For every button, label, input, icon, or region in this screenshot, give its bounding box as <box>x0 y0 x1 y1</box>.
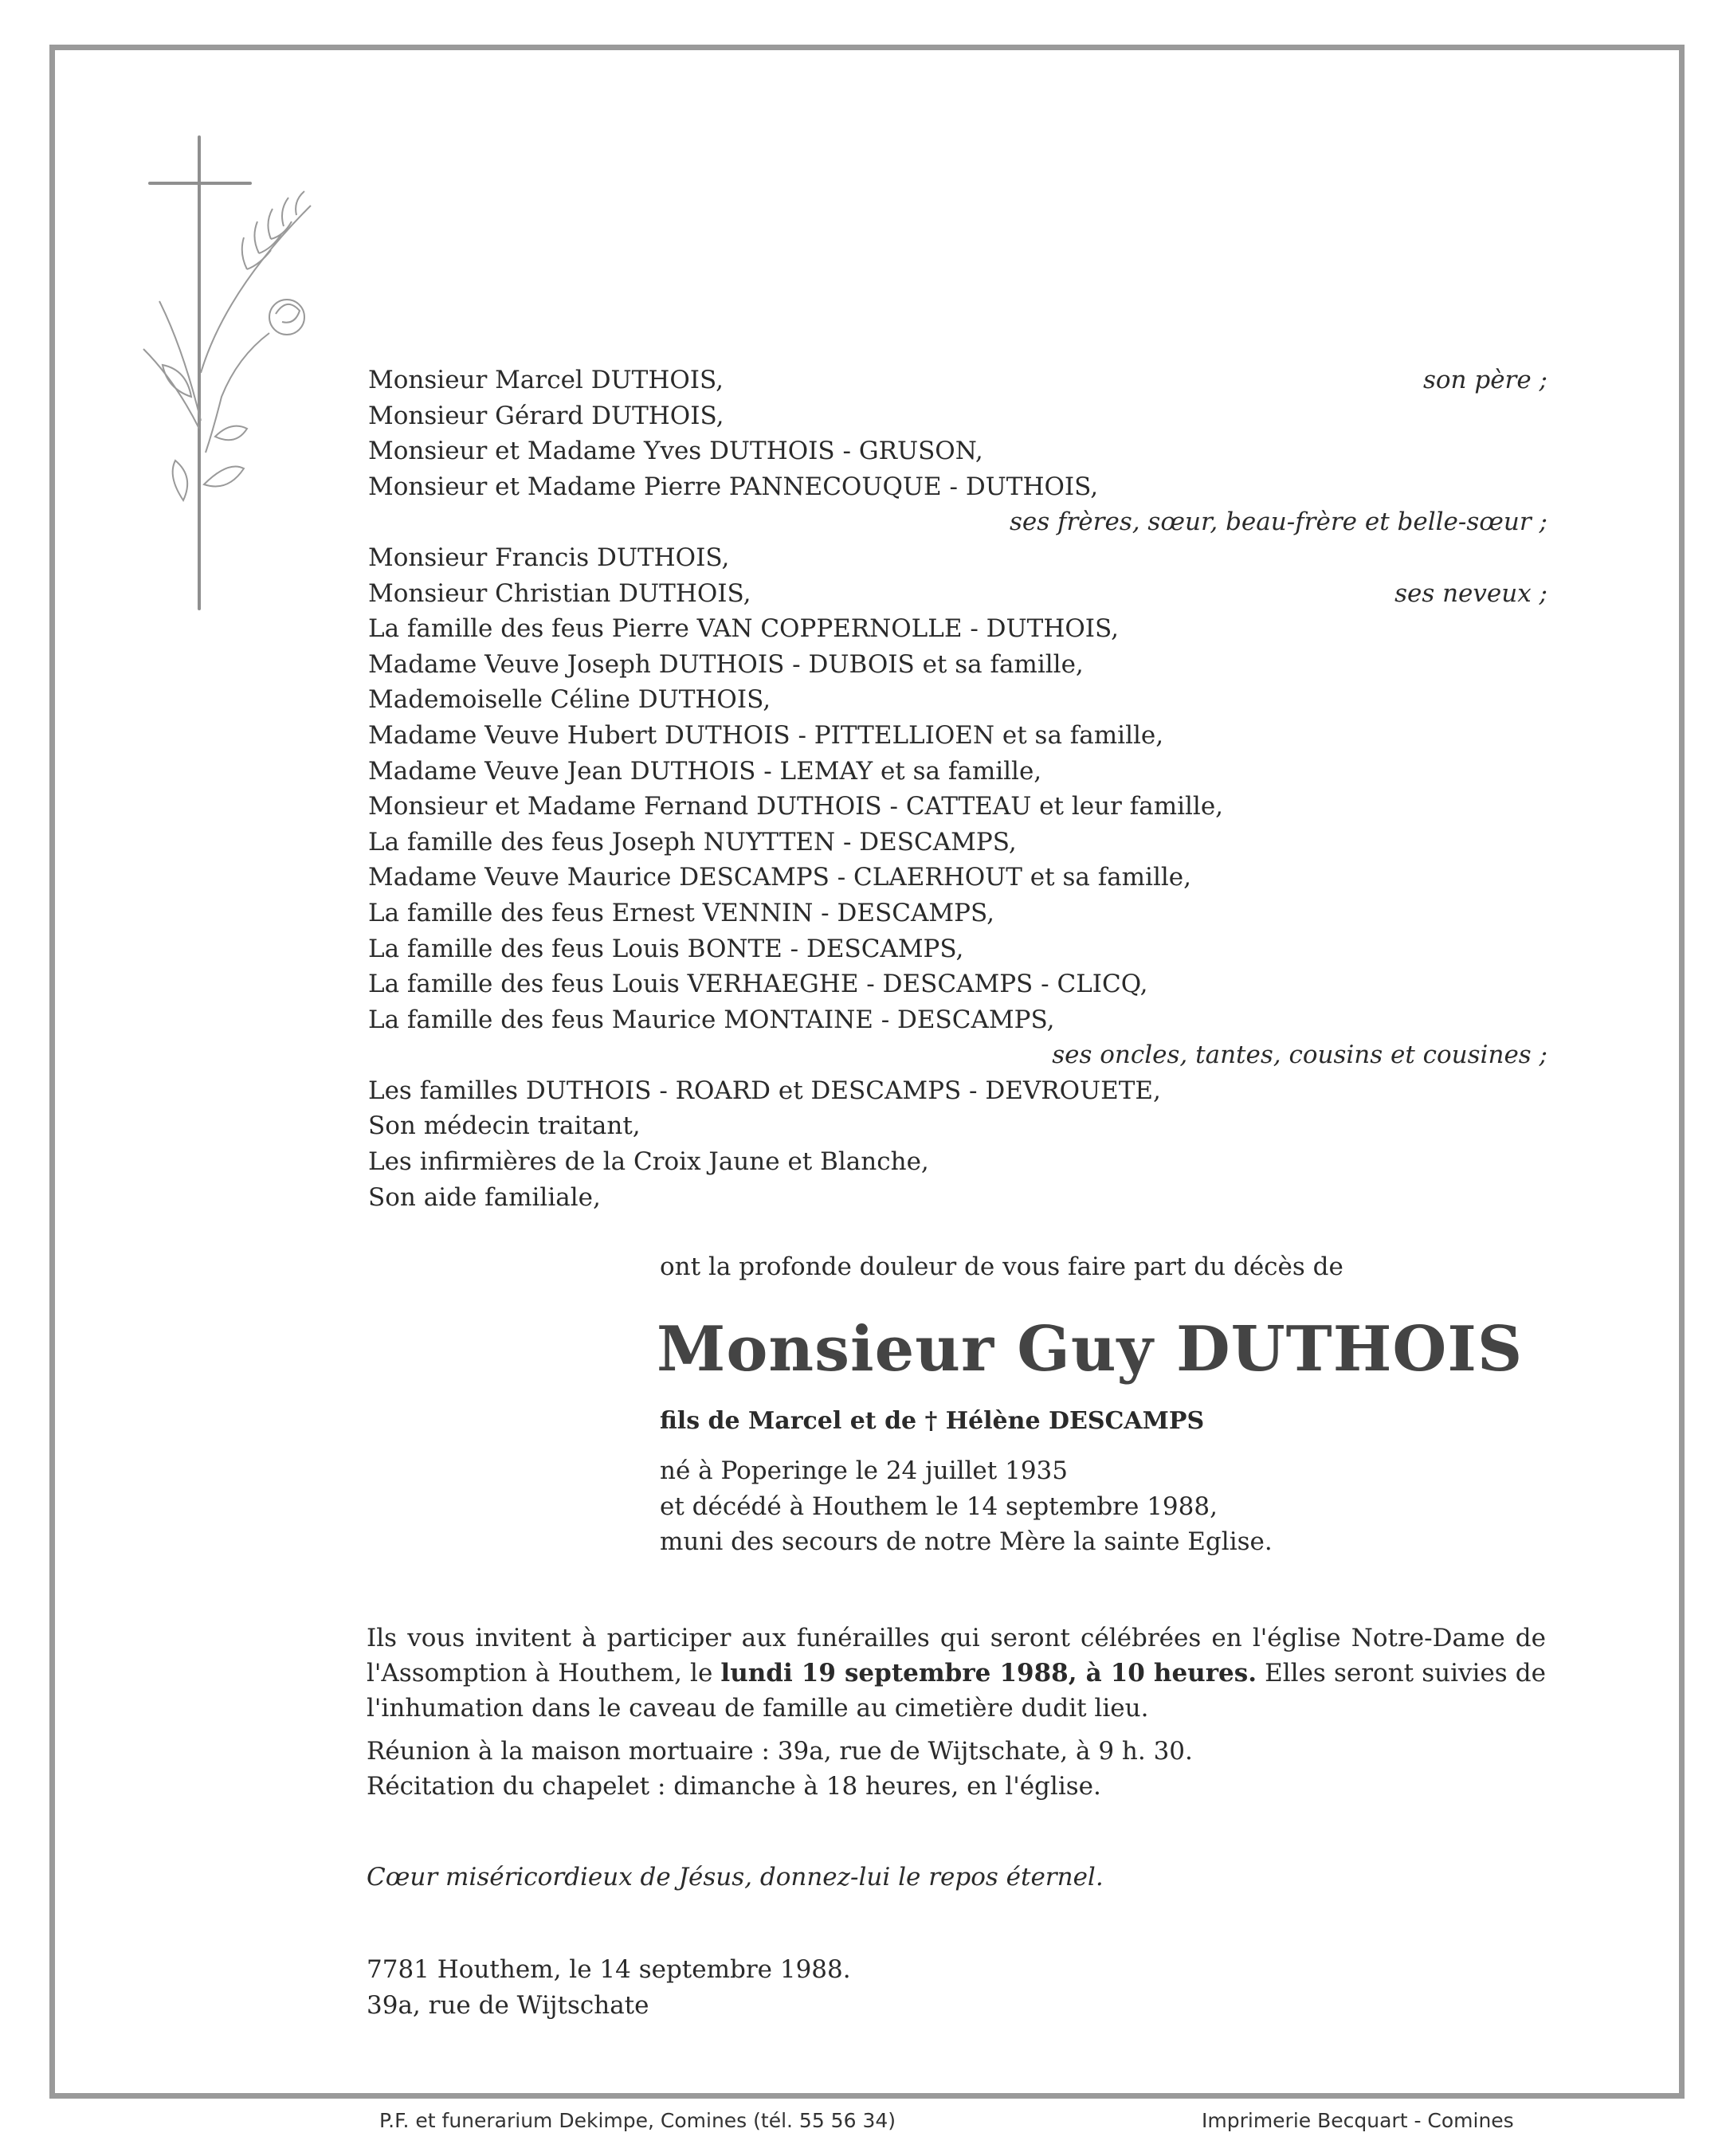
family-row: Monsieur et Madame Yves DUTHOIS - GRUSON, <box>368 437 983 466</box>
family-row: Monsieur Marcel DUTHOIS, son père ; <box>368 366 1547 394</box>
family-row: La famille des feus Pierre VAN COPPERNOLLE - DUTHOIS, <box>368 614 1120 644</box>
family-row: Son aide familiale, <box>368 1182 601 1212</box>
family-row: La famille des feus Louis VERHAEGHE - DESCAMPS - CLICQ, <box>368 970 1148 999</box>
funeral-invitation: Ils vous invitent à participer aux funérailles qui seront célébrées en l'église Notre-Dame de l'Assomption à Houthem, le lundi 19 septembre 1988, à 10 heures. Elles seront suivies de l'inhumation dans le caveau de famille au cimetière dudit lieu. <box>367 1624 1547 1723</box>
family-row: Monsieur Christian DUTHOIS, ses neveux ; <box>368 578 1547 608</box>
printer-credit: Imprimerie Becquart - Comines <box>1202 2109 1514 2132</box>
family-row: La famille des feus Ernest VENNIN - DESCAMPS, <box>368 898 994 927</box>
deceased-bio <box>660 1453 1273 1560</box>
place-date-line: 7781 Houthem, le 14 septembre 1988. <box>367 1955 851 1984</box>
relation-siblings: ses frères, sœur, beau-frère et belle-sœur ; <box>1010 508 1547 537</box>
rosary-info: Récitation du chapelet : dimanche à 18 heures, en l'église. <box>367 1772 1101 1801</box>
deceased-parents: fils de Marcel et de † Hélène DESCAMPS <box>660 1407 1205 1435</box>
relation-cousins: ses oncles, tantes, cousins et cousines ; <box>1052 1041 1547 1070</box>
family-row: La famille des feus Maurice MONTAINE - DESCAMPS, <box>368 1005 1055 1034</box>
family-row: Les familles DUTHOIS - ROARD et DESCAMPS - DEVROUETE, <box>368 1076 1161 1105</box>
family-row: Madame Veuve Jean DUTHOIS - LEMAY et sa famille, <box>368 756 1042 786</box>
funeral-details <box>367 1621 1546 1804</box>
announcement: ont la profonde douleur de vous faire part du décès de <box>660 1252 1343 1281</box>
funeral-home-credit: P.F. et funerarium Dekimpe, Comines (tél. 55 56 34) <box>379 2109 896 2132</box>
death-line: et décédé à Houthem le 14 septembre 1988, <box>660 1492 1218 1521</box>
family-row: Monsieur Francis DUTHOIS, <box>368 543 730 572</box>
prayer: Cœur miséricordieux de Jésus, donnez-lui le repos éternel. <box>367 1863 1104 1891</box>
family-row: Mademoiselle Céline DUTHOIS, <box>368 685 771 715</box>
family-row: Monsieur Gérard DUTHOIS, <box>368 401 724 430</box>
deceased-name: Monsieur Guy DUTHOIS <box>657 1313 1524 1386</box>
family-row: Monsieur et Madame Pierre PANNECOUQUE - DUTHOIS, <box>368 472 1099 501</box>
family-row: Madame Veuve Maurice DESCAMPS - CLAERHOUT et sa famille, <box>368 863 1192 892</box>
address-line: 39a, rue de Wijtschate <box>367 1990 649 2020</box>
family-list <box>368 363 1547 1215</box>
gathering-info: Réunion à la maison mortuaire : 39a, rue de Wijtschate, à 9 h. 30. <box>367 1737 1193 1766</box>
family-row: La famille des feus Joseph NUYTTEN - DESCAMPS, <box>368 827 1017 857</box>
sacraments-line: muni des secours de notre Mère la sainte Eglise. <box>660 1527 1273 1557</box>
family-row: Monsieur et Madame Fernand DUTHOIS - CATTEAU et leur famille, <box>368 792 1224 821</box>
family-row: La famille des feus Louis BONTE - DESCAMPS, <box>368 934 964 963</box>
funeral-date: lundi 19 septembre 1988, à 10 heures. <box>720 1659 1257 1688</box>
cross-wheat-rose-icon <box>127 134 335 612</box>
family-row: Madame Veuve Hubert DUTHOIS - PITTELLIOEN et sa famille, <box>368 720 1164 750</box>
birth-line: né à Poperinge le 24 juillet 1935 <box>660 1456 1068 1485</box>
family-row: Les infirmières de la Croix Jaune et Blanche, <box>368 1147 929 1177</box>
place-and-date <box>367 1952 851 2023</box>
family-row: Madame Veuve Joseph DUTHOIS - DUBOIS et sa famille, <box>368 649 1084 679</box>
family-row: Son médecin traitant, <box>368 1111 641 1141</box>
